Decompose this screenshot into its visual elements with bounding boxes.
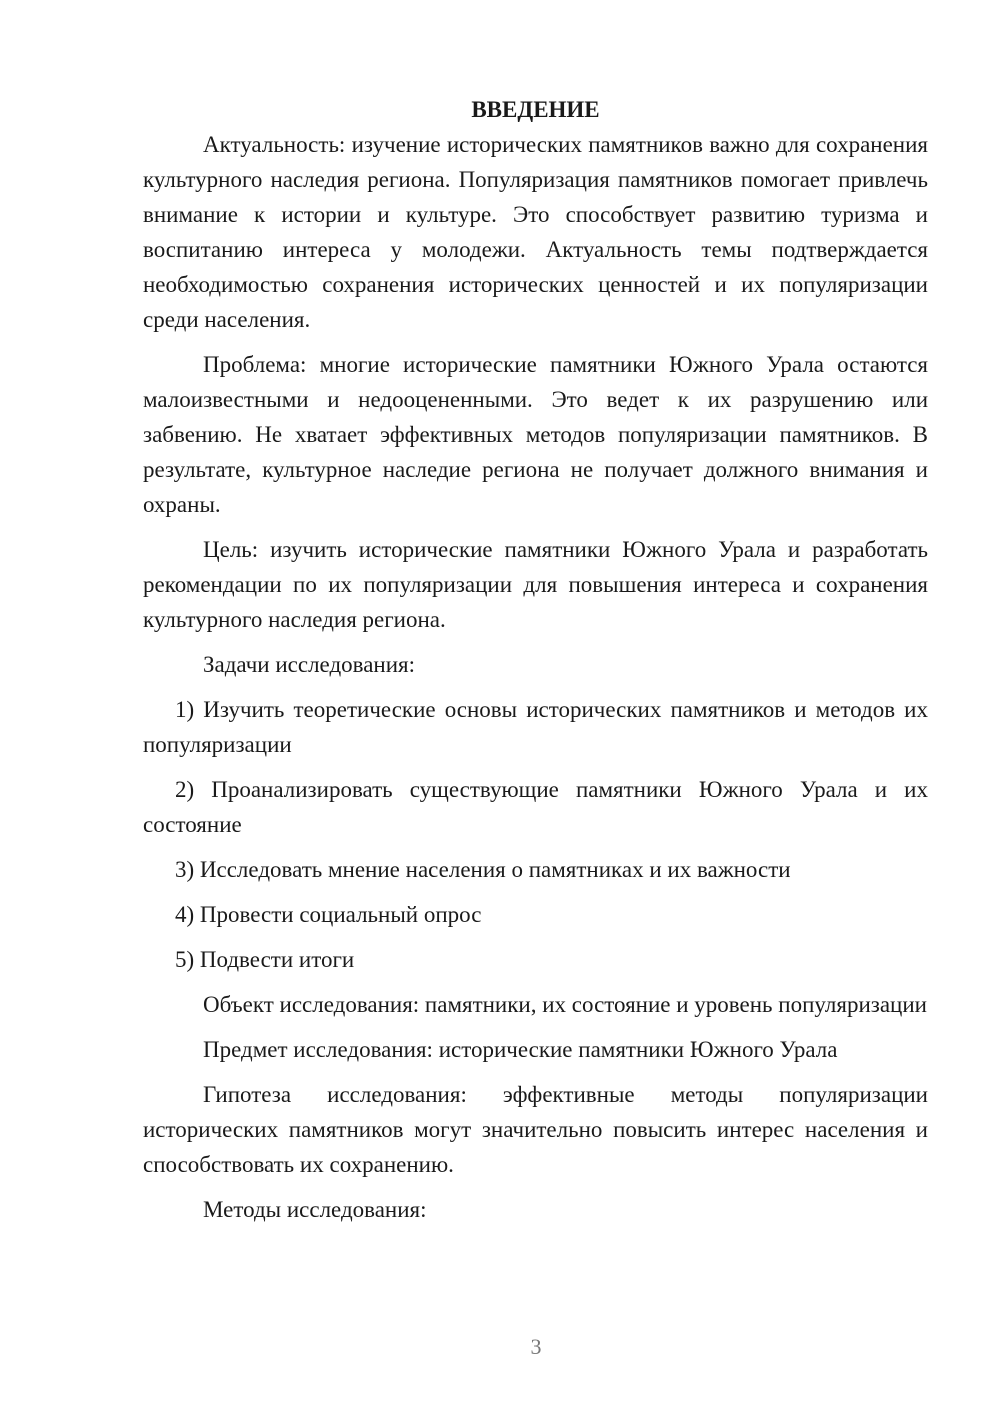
paragraph-subject: Предмет исследования: исторические памятники Южного Урала — [203, 1037, 838, 1062]
task-item-4: 4) Провести социальный опрос — [175, 902, 482, 927]
task-item-3: 3) Исследовать мнение населения о памятниках и их важности — [175, 857, 791, 882]
paragraph-relevance: Актуальность: изучение исторических памятников важно для сохранения культурного наследия региона. Популяризация памятников помогает привлечь внимание к истории и культуре. Это способствует развитию туризма и воспитанию интереса у молодежи. Актуальность темы подтверждается необходимостью сохранения исторических ценностей и их популяризации среди населения. — [143, 132, 928, 332]
paragraph-hypothesis: Гипотеза исследования: эффективные методы популяризации исторических памятников могут значительно повысить интерес населения и способствовать их сохранению. — [143, 1082, 928, 1177]
page-content — [143, 92, 928, 1227]
paragraph-methods: Методы исследования: — [203, 1197, 427, 1222]
section-title: ВВЕДЕНИЕ — [471, 97, 600, 122]
task-item-1: 1) Изучить теоретические основы исторических памятников и методов их популяризации — [143, 697, 928, 757]
paragraph-problem: Проблема: многие исторические памятники Южного Урала остаются малоизвестными и недооцененными. Это ведет к их разрушению или забвению. Не хватает эффективных методов популяризации памятников. В результате, культурное наследие региона не получает должного внимания и охраны. — [143, 352, 928, 517]
paragraph-tasks-heading: Задачи исследования: — [203, 652, 416, 677]
paragraph-object: Объект исследования: памятники, их состояние и уровень популяризации — [203, 992, 927, 1017]
task-item-5: 5) Подвести итоги — [175, 947, 355, 972]
task-item-2: 2) Проанализировать существующие памятники Южного Урала и их состояние — [143, 777, 928, 837]
page-number: 3 — [530, 1334, 542, 1359]
paragraph-goal: Цель: изучить исторические памятники Южного Урала и разработать рекомендации по их популяризации для повышения интереса и сохранения культурного наследия региона. — [143, 537, 928, 632]
